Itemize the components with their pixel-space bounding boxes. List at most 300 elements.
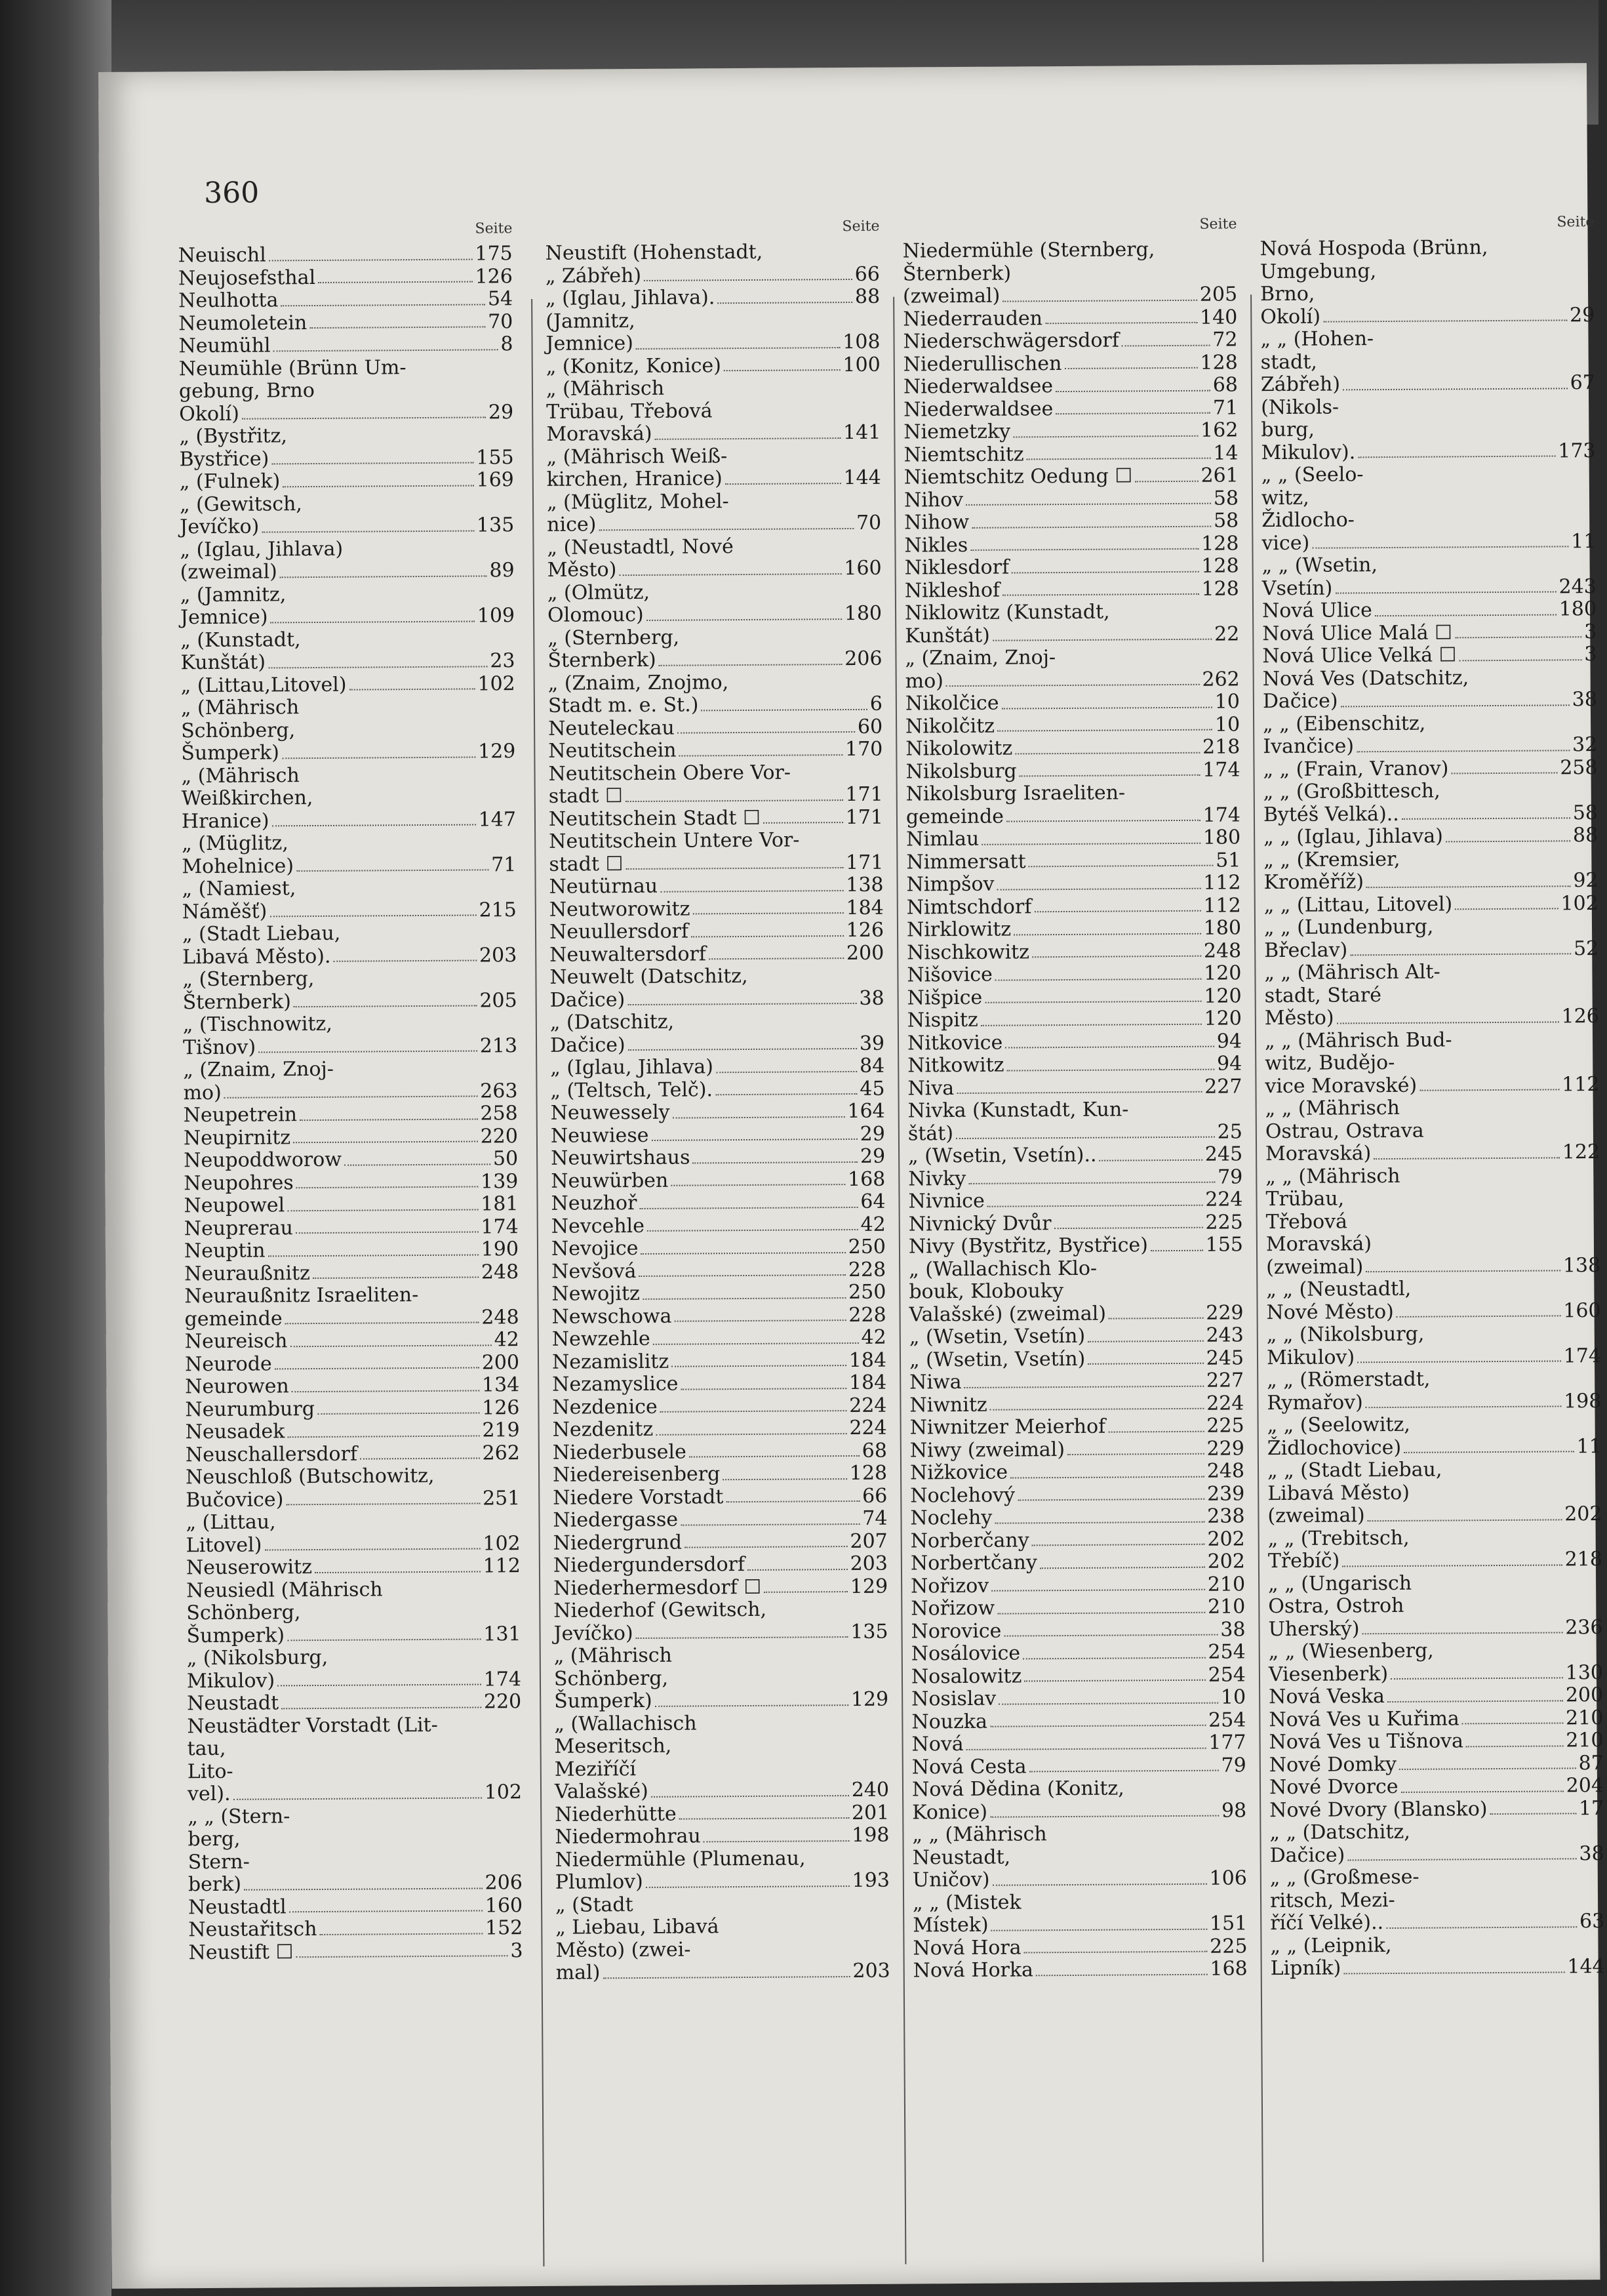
dot-leader	[619, 557, 841, 576]
index-entry	[551, 1168, 885, 1193]
dot-leader	[269, 899, 476, 917]
entry-place-name: Nišovice	[907, 963, 993, 987]
index-entry	[1267, 1458, 1602, 1483]
index-entry	[551, 1259, 886, 1283]
dot-leader	[993, 623, 1212, 641]
dot-leader	[636, 331, 840, 349]
index-entry	[548, 693, 883, 718]
index-entry	[553, 1553, 888, 1578]
entry-page-number: 102	[1560, 891, 1598, 915]
entry-place-name: „ (Mährisch	[546, 376, 665, 401]
index-entry	[182, 967, 517, 992]
index-entry	[554, 1643, 888, 1668]
entry-place-name: Jemnice)	[180, 605, 268, 630]
entry-page-number: 106	[1209, 1866, 1247, 1890]
index-entry	[908, 1188, 1242, 1213]
entry-page-number: 151	[1209, 1912, 1248, 1935]
index-entry	[907, 962, 1241, 987]
index-entry	[546, 353, 881, 378]
entry-page-number: 180	[1202, 826, 1241, 849]
dot-leader	[1032, 1528, 1205, 1546]
index-entry	[546, 263, 880, 288]
index-entry	[908, 1121, 1242, 1146]
entry-place-name: Niederschwägersdorf	[903, 329, 1120, 353]
index-entry	[548, 715, 883, 740]
entry-page-number: 262	[1202, 667, 1240, 691]
entry-place-name: Neureisch	[184, 1329, 288, 1354]
index-entry	[547, 580, 882, 605]
dot-leader	[968, 1166, 1215, 1184]
entry-page-number: 227	[1204, 1074, 1242, 1098]
index-entry	[552, 1349, 886, 1374]
index-entry	[1263, 824, 1598, 849]
entry-page-number: 79	[1221, 1753, 1246, 1777]
index-entry	[188, 1849, 523, 1874]
index-entry	[555, 1779, 889, 1804]
dot-leader	[647, 1213, 858, 1231]
entry-place-name: „ (Mährisch	[553, 1643, 673, 1668]
index-column-1	[178, 220, 523, 1964]
entry-place-name: Šumperk)	[554, 1689, 652, 1713]
entry-place-name: Niederwaldsee	[903, 397, 1054, 422]
entry-page-number: 175	[475, 242, 513, 266]
entry-page-number: 202	[1207, 1550, 1246, 1573]
entry-place-name: Neustadtl	[188, 1895, 287, 1919]
index-entry	[546, 444, 881, 469]
index-entry	[1263, 734, 1597, 759]
column-divider	[531, 299, 544, 2266]
entry-place-name: Neuischl	[178, 243, 266, 268]
entry-place-name: vel).	[187, 1782, 231, 1806]
entry-place-name: „ „ (Seelowitz,	[1267, 1413, 1410, 1438]
entry-page-number: 50	[492, 1147, 519, 1171]
dot-leader	[1400, 1775, 1563, 1792]
entry-place-name: Niva	[907, 1076, 955, 1100]
entry-place-name: Město)	[547, 558, 617, 582]
index-entry	[1260, 259, 1595, 284]
entry-page-number: 181	[481, 1192, 519, 1216]
entry-page-number: 58	[1213, 486, 1239, 510]
entry-place-name: Neuraußnitz Israeliten-	[184, 1283, 419, 1308]
index-entry	[184, 1125, 518, 1150]
entry-place-name: Umgebung,	[1260, 259, 1377, 283]
entry-place-name: Neustift (Hohenstadt,	[545, 240, 763, 265]
entry-page-number: 64	[860, 1190, 886, 1213]
dot-leader	[1034, 895, 1200, 912]
dot-leader	[296, 854, 488, 872]
entry-place-name: „ (Mährisch	[180, 696, 300, 720]
index-entry	[1267, 1367, 1601, 1392]
entry-place-name: „ „ (Eibenschitz,	[1262, 712, 1426, 736]
index-entry	[1260, 281, 1595, 306]
entry-place-name: Ostrau, Ostrava	[1265, 1119, 1424, 1143]
entry-page-number: 213	[479, 1034, 518, 1057]
index-entry	[178, 311, 513, 336]
entry-place-name: Neumühl	[178, 334, 271, 358]
index-entry	[911, 1731, 1246, 1756]
dot-leader	[1012, 555, 1199, 573]
entry-page-number: 70	[856, 511, 882, 534]
entry-page-number: 42	[861, 1325, 886, 1349]
entry-place-name: Neutürnau	[549, 874, 658, 898]
index-entry	[1261, 531, 1596, 555]
dot-leader	[709, 942, 844, 960]
index-entry	[908, 1098, 1242, 1123]
index-entry	[1269, 1775, 1604, 1800]
entry-place-name: Schönberg,	[553, 1666, 669, 1691]
dot-leader	[982, 827, 1200, 845]
entry-page-number: 190	[481, 1238, 519, 1261]
entry-place-name: „ „ (Trebitsch,	[1267, 1526, 1410, 1550]
index-entry	[546, 376, 881, 401]
entry-place-name: „ (Neustadtl, Nové	[547, 534, 734, 559]
index-entry	[1268, 1594, 1602, 1619]
entry-place-name: Neutitschein	[548, 738, 677, 763]
dot-leader	[643, 1281, 846, 1299]
entry-page-number: 239	[1206, 1481, 1245, 1506]
entry-place-name: Nová Ulice	[1261, 599, 1372, 623]
dot-leader	[1455, 893, 1558, 910]
index-entry	[549, 829, 883, 854]
dot-leader	[1027, 442, 1211, 460]
entry-page-number: 160	[485, 1893, 523, 1917]
index-entry	[1261, 440, 1595, 465]
dot-leader	[1451, 757, 1557, 774]
index-entry	[556, 1960, 890, 1985]
entry-page-number: 174	[481, 1215, 519, 1238]
index-entry	[909, 1324, 1244, 1349]
dot-leader	[293, 1125, 478, 1143]
index-entry	[907, 1030, 1242, 1055]
index-entry	[1260, 327, 1595, 352]
dot-leader	[1010, 1460, 1204, 1478]
entry-page-number: 144	[1567, 1955, 1605, 1979]
entry-place-name: (zweimal)	[1266, 1255, 1364, 1279]
entry-place-name: Niklowitz (Kunstadt,	[904, 600, 1110, 625]
index-entry	[1265, 1051, 1599, 1076]
index-entry	[1267, 1390, 1601, 1415]
entry-page-number: 152	[485, 1916, 523, 1940]
entry-page-number: 219	[482, 1419, 520, 1442]
entry-page-number: 174	[483, 1667, 522, 1691]
entry-place-name: Neupoddworow	[184, 1148, 342, 1173]
entry-place-name: „ (Tischnowitz,	[182, 1012, 332, 1037]
dot-leader	[268, 1238, 478, 1256]
entry-place-name: štát)	[907, 1121, 954, 1145]
dot-leader	[1045, 306, 1197, 324]
entry-page-number: 198	[1564, 1389, 1602, 1413]
index-entry	[910, 1415, 1244, 1440]
entry-page-number: 144	[843, 466, 881, 490]
index-entry	[913, 1845, 1247, 1870]
dot-leader	[1099, 1144, 1202, 1161]
entry-place-name: Nouzka	[911, 1710, 988, 1733]
entry-page-number: 32	[1572, 733, 1598, 757]
entry-place-name: Stadt m. e. St.)	[547, 693, 699, 717]
entry-page-number: 112	[1203, 871, 1241, 895]
entry-place-name: Nová Ves u Tišnova	[1269, 1729, 1464, 1754]
index-entry	[182, 854, 516, 879]
dot-leader	[273, 333, 498, 352]
dot-leader	[1342, 1548, 1562, 1567]
index-entry	[1265, 1005, 1599, 1030]
dot-leader	[957, 1076, 1202, 1094]
entry-place-name: Nišpice	[907, 986, 983, 1009]
entry-page-number: 129	[850, 1575, 888, 1598]
entry-page-number: 184	[848, 1348, 887, 1372]
index-entry	[549, 851, 883, 876]
entry-page-number: 128	[849, 1461, 888, 1485]
entry-place-name: Tišnov)	[182, 1036, 256, 1059]
entry-place-name: Okolí)	[179, 402, 240, 426]
entry-place-name: „ „ (Mährisch Alt-	[1264, 960, 1440, 985]
index-entry	[184, 1238, 519, 1263]
index-entry	[1262, 598, 1597, 623]
dot-leader	[1455, 621, 1581, 639]
entry-page-number: 201	[851, 1801, 890, 1824]
entry-page-number: 38	[1572, 688, 1597, 712]
entry-page-number: 138	[846, 873, 884, 897]
dot-leader	[275, 1352, 479, 1369]
entry-place-name: „ (Teltsch, Telč).	[550, 1078, 713, 1102]
dot-leader	[672, 1100, 844, 1118]
entry-page-number: 22	[1214, 622, 1240, 646]
index-entry	[1261, 395, 1595, 420]
index-entry	[911, 1709, 1246, 1734]
entry-place-name: Trübau,	[1265, 1187, 1345, 1211]
entry-page-number: 8	[500, 332, 513, 356]
entry-page-number: 98	[1221, 1798, 1247, 1823]
entry-page-number: 228	[848, 1303, 886, 1327]
entry-place-name: Trübau, Třebová	[546, 399, 713, 424]
entry-place-name: (Nikols-	[1261, 395, 1339, 419]
index-entry	[1267, 1345, 1601, 1370]
index-entry	[1267, 1413, 1602, 1438]
entry-place-name: Neupirnitz	[183, 1125, 291, 1150]
entry-place-name: witz,	[1261, 486, 1309, 510]
index-entry	[909, 1369, 1244, 1394]
index-entry	[912, 1754, 1246, 1779]
entry-place-name: Nispitz	[907, 1008, 978, 1032]
index-entry	[910, 1505, 1244, 1530]
index-entry	[909, 1211, 1243, 1236]
index-entry	[551, 1281, 886, 1306]
dot-leader	[233, 1781, 481, 1800]
dot-leader	[654, 422, 841, 439]
entry-page-number: 141	[843, 420, 881, 445]
dot-leader	[1366, 1255, 1560, 1272]
index-entry	[904, 487, 1239, 512]
entry-page-number: 135	[476, 514, 515, 537]
entry-page-number: 224	[1205, 1188, 1243, 1211]
entry-page-number: 112	[1562, 1072, 1600, 1096]
entry-page-number: 14	[1213, 441, 1239, 465]
entry-place-name: Niederhermesdorf ☐	[553, 1575, 762, 1600]
dot-leader	[1018, 1483, 1204, 1500]
entry-place-name: Neutitschein Untere Vor-	[549, 828, 800, 853]
entry-place-name: Moravská)	[1265, 1142, 1372, 1166]
entry-place-name: witz, Budějo-	[1265, 1051, 1395, 1076]
entry-page-number: 29	[488, 400, 514, 424]
index-entry	[548, 761, 883, 786]
dot-leader	[262, 515, 474, 533]
entry-place-name: říčí Velké)..	[1270, 1911, 1384, 1935]
index-entry	[905, 555, 1239, 580]
entry-place-name: Neuschloß (Butschowitz,	[185, 1464, 435, 1489]
dot-leader	[277, 1668, 481, 1686]
entry-page-number: 68	[1212, 373, 1239, 397]
dot-leader	[987, 1189, 1203, 1207]
entry-page-number: 88	[1572, 824, 1598, 847]
dot-leader	[1462, 1707, 1563, 1724]
entry-page-number: 180	[844, 601, 883, 626]
entry-page-number: 92	[1573, 869, 1598, 893]
entry-place-name: Neupetrein	[183, 1103, 298, 1127]
index-entry	[179, 424, 513, 449]
dot-leader	[997, 1596, 1205, 1614]
index-entry	[549, 806, 883, 831]
index-entry	[187, 1645, 521, 1670]
entry-page-number: 250	[848, 1235, 886, 1259]
entry-place-name: Niedergrund	[553, 1531, 683, 1555]
index-entry	[1265, 1119, 1600, 1144]
entry-place-name: berk)	[188, 1872, 242, 1897]
entry-page-number: 135	[850, 1620, 888, 1643]
entry-place-name: Třebíč)	[1267, 1549, 1340, 1573]
entry-page-number: 155	[476, 445, 514, 469]
dot-leader	[1054, 1211, 1202, 1229]
index-entry	[909, 1347, 1244, 1372]
entry-place-name: Neutworowitz	[549, 897, 690, 921]
entry-place-name: Nivnický Dvůr	[908, 1211, 1052, 1236]
entry-page-number: 205	[479, 988, 517, 1012]
dot-leader	[1446, 824, 1570, 842]
entry-place-name: Šternberk)	[547, 648, 656, 672]
entry-place-name: Neumoletein	[178, 311, 308, 335]
dot-leader	[1006, 804, 1200, 822]
entry-page-number: 74	[862, 1506, 888, 1530]
entry-place-name: Náměšť)	[182, 899, 268, 923]
entry-place-name: kirchen, Hranice)	[546, 467, 723, 491]
index-entry	[180, 514, 514, 539]
dot-leader	[724, 354, 841, 372]
entry-place-name: Neuwessely	[550, 1100, 670, 1125]
entry-place-name: Neusadek	[185, 1420, 285, 1444]
index-entry	[186, 1555, 521, 1580]
page-number: 360	[203, 176, 260, 211]
index-entry	[188, 1872, 523, 1897]
entry-place-name: Nořizow	[911, 1596, 995, 1621]
entry-page-number: 67	[1570, 371, 1596, 395]
entry-place-name: Neurode	[184, 1352, 272, 1376]
dot-leader	[317, 1397, 479, 1415]
entry-page-number: 128	[1200, 350, 1238, 374]
entry-place-name: Rymařov)	[1267, 1390, 1363, 1415]
entry-place-name: Neujosefsthal	[178, 266, 316, 290]
dot-leader	[292, 1374, 479, 1392]
index-entry	[1267, 1503, 1602, 1528]
entry-place-name: Neuteleckau	[548, 716, 675, 740]
entry-place-name: „ „ (Großmese-	[1269, 1865, 1419, 1890]
index-entry	[903, 283, 1237, 308]
index-entry	[911, 1686, 1246, 1711]
index-entry	[906, 872, 1240, 896]
dot-leader	[1024, 1664, 1205, 1682]
index-entry	[181, 673, 515, 698]
entry-page-number: 126	[482, 1396, 520, 1419]
entry-place-name: Niedereisenberg	[552, 1462, 721, 1487]
index-entry	[555, 1734, 889, 1759]
entry-page-number: 11	[1571, 529, 1597, 553]
dot-leader	[1023, 1641, 1206, 1659]
entry-place-name: Město) (zwei-	[555, 1938, 691, 1962]
dot-leader	[1374, 1141, 1560, 1159]
entry-place-name: Niedergasse	[553, 1508, 679, 1532]
entry-place-name: Nová Veska	[1269, 1685, 1385, 1709]
index-entry	[1263, 802, 1598, 827]
entry-page-number: 210	[1565, 1706, 1604, 1729]
index-entry	[186, 1533, 521, 1558]
entry-page-number: 45	[860, 1077, 885, 1100]
entry-place-name: „ „ (Kremsier,	[1263, 847, 1400, 872]
dot-leader	[282, 741, 475, 759]
entry-place-name: „ (Mährisch Weiß-	[546, 444, 728, 469]
entry-page-number: 180	[1558, 597, 1597, 621]
entry-place-name: Nové Dvorce	[1269, 1775, 1399, 1800]
index-entry	[1263, 757, 1597, 782]
index-entry	[906, 781, 1240, 806]
entry-place-name: „ „ (Neustadtl,	[1266, 1277, 1412, 1302]
entry-place-name: Dačice)	[549, 1033, 625, 1057]
dot-leader	[264, 1533, 480, 1551]
index-entry	[188, 1759, 522, 1784]
index-entry	[188, 1917, 523, 1942]
entry-page-number: 94	[1216, 1029, 1242, 1053]
dot-leader	[659, 648, 843, 666]
index-entry	[553, 1530, 888, 1555]
entry-page-number: 155	[1205, 1233, 1244, 1257]
entry-place-name: Niwy (zweimal)	[909, 1438, 1065, 1462]
index-entry	[1265, 1186, 1600, 1211]
dot-leader	[287, 1419, 479, 1437]
entry-page-number: 254	[1208, 1708, 1246, 1732]
index-entry	[183, 1035, 517, 1060]
index-entry	[547, 648, 882, 673]
dot-leader	[717, 286, 852, 304]
dot-leader	[627, 987, 856, 1005]
dot-leader	[677, 715, 855, 733]
index-entry	[1269, 1798, 1604, 1823]
dot-leader	[946, 668, 1200, 687]
dot-leader	[1366, 1390, 1561, 1408]
index-entry	[1263, 689, 1597, 714]
index-entry	[1269, 1729, 1603, 1754]
index-entry	[549, 896, 884, 921]
entry-place-name: „ (Stadt Liebau,	[182, 921, 341, 946]
index-entry	[547, 534, 881, 559]
entry-place-name: „ „ (Ungarisch	[1268, 1571, 1412, 1596]
dot-leader	[681, 1372, 846, 1390]
dot-leader	[763, 807, 843, 824]
entry-page-number: 134	[481, 1373, 520, 1397]
dot-leader	[1466, 1729, 1564, 1746]
entry-place-name: Moravská)	[546, 422, 652, 446]
index-entry	[188, 1826, 522, 1851]
index-entry	[907, 1007, 1242, 1032]
index-entry	[546, 241, 880, 266]
index-entry	[554, 1689, 888, 1714]
dot-leader	[1001, 691, 1212, 709]
